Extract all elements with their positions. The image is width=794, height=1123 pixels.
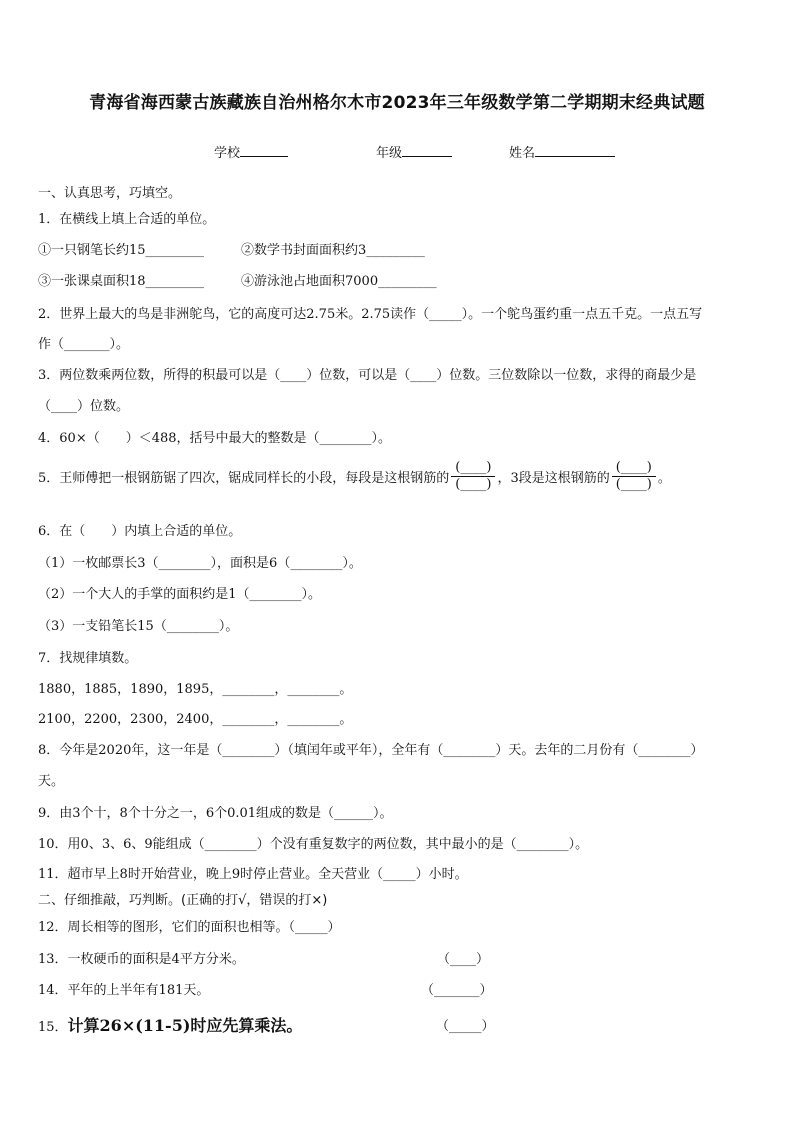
question-1-item-d: ④游泳池占地面积7000_________ <box>241 274 437 289</box>
fraction-2-denominator: (____) <box>615 477 652 492</box>
question-8-line-2: 天。 <box>38 774 65 789</box>
grade-field <box>376 142 452 161</box>
question-11: 11．超市早上8时开始营业，晚上9时停止营业。全天营业（_____）小时。 <box>38 867 468 882</box>
grade-label: 年级 <box>376 146 403 161</box>
question-1-item-a: ①一只钢笔长约15_________ <box>38 243 205 258</box>
question-5-part-2: ，3段是这根钢筋的 <box>497 471 610 486</box>
school-blank[interactable] <box>240 143 288 157</box>
question-4: 4．60×（ ）＜488，括号中最大的整数是（________）。 <box>38 431 392 446</box>
question-12: 12．周长相等的图形，它们的面积也相等。（_____） <box>38 920 341 935</box>
question-7-row-1: 1880，1885，1890，1895，________，________。 <box>38 682 353 697</box>
question-1-item-b: ②数学书封面面积约3_________ <box>241 243 425 258</box>
question-6-stem: 6．在（ ）内填上合适的单位。 <box>38 524 242 539</box>
page-title: 青海省海西蒙古族藏族自治州格尔木市2023年三年级数学第二学期期末经典试题 <box>89 93 705 113</box>
question-5-part-3: 。 <box>657 471 671 486</box>
question-15 <box>38 1013 302 1036</box>
question-8-line-1: 8．今年是2020年，这一年是（________）（填闰年或平年），全年有（________）天。去年的二月份有（________） <box>38 743 704 758</box>
school-label: 学校 <box>214 146 241 161</box>
question-7-stem: 7．找规律填数。 <box>38 651 138 666</box>
question-7-row-2: 2100，2200，2300，2400，________，________。 <box>38 712 353 727</box>
question-9: 9．由3个十，8个十分之一，6个0.01组成的数是（______）。 <box>38 806 393 821</box>
question-6-sub-2: （2）一个大人的手掌的面积约是1（________）。 <box>38 587 322 602</box>
question-15-text: 计算26×(11-5)时应先算乘法。 <box>67 1016 303 1035</box>
name-blank[interactable] <box>535 143 615 157</box>
name-field <box>509 142 615 161</box>
question-5-part-1: 5．王师傅把一根钢筋锯了四次，锯成同样长的小段，每段是这根钢筋的 <box>38 471 450 486</box>
question-5 <box>38 460 671 493</box>
fraction-1-numerator: (____) <box>455 460 492 475</box>
grade-blank[interactable] <box>402 143 452 157</box>
question-13-text: 13．一枚硬币的面积是4平方分米。 <box>38 952 245 967</box>
question-14-answer-paren[interactable]: （_______） <box>421 983 493 998</box>
fraction-1-denominator: (____) <box>455 477 492 492</box>
question-1-item-c: ③一张课桌面积18_________ <box>38 274 205 289</box>
question-2-line-2: 作（_______）。 <box>38 337 130 352</box>
question-15-answer-paren[interactable]: （_____） <box>436 1019 495 1034</box>
question-13-answer-paren[interactable]: （____） <box>437 952 490 967</box>
question-3-line-2: （____）位数。 <box>38 399 130 414</box>
name-label: 姓名 <box>509 146 536 161</box>
question-3-line-1: 3．两位数乘两位数，所得的积最可以是（____）位数，可以是（____）位数。三位数除以一位数，求得的商最少是 <box>38 368 697 383</box>
question-6-sub-1: （1）一枚邮票长3（________），面积是6（________）。 <box>38 556 362 571</box>
school-field <box>214 142 288 161</box>
section-2-heading: 二、仔细推敲，巧判断。(正确的打√，错误的打×) <box>38 893 328 908</box>
fraction-blank-2[interactable] <box>612 460 656 493</box>
question-2-line-1: 2．世界上最大的鸟是非洲鸵鸟，它的高度可达2.75米。2.75读作（_____）。一个鸵鸟蛋约重一点五千克。一点五写 <box>38 307 703 322</box>
fraction-blank-1[interactable] <box>451 460 495 493</box>
question-15-number: 15． <box>38 1020 68 1035</box>
section-1-heading: 一、认真思考，巧填空。 <box>38 186 182 201</box>
question-6-sub-3: （3）一支铅笔长15（________）。 <box>38 619 239 634</box>
fraction-2-numerator: (____) <box>615 460 652 475</box>
question-10: 10．用0、3、6、9能组成（________）个没有重复数字的两位数，其中最小的是（________）。 <box>38 837 589 852</box>
question-14-text: 14．平年的上半年有181天。 <box>38 983 210 998</box>
question-1-stem: 1．在横线上填上合适的单位。 <box>38 212 216 227</box>
